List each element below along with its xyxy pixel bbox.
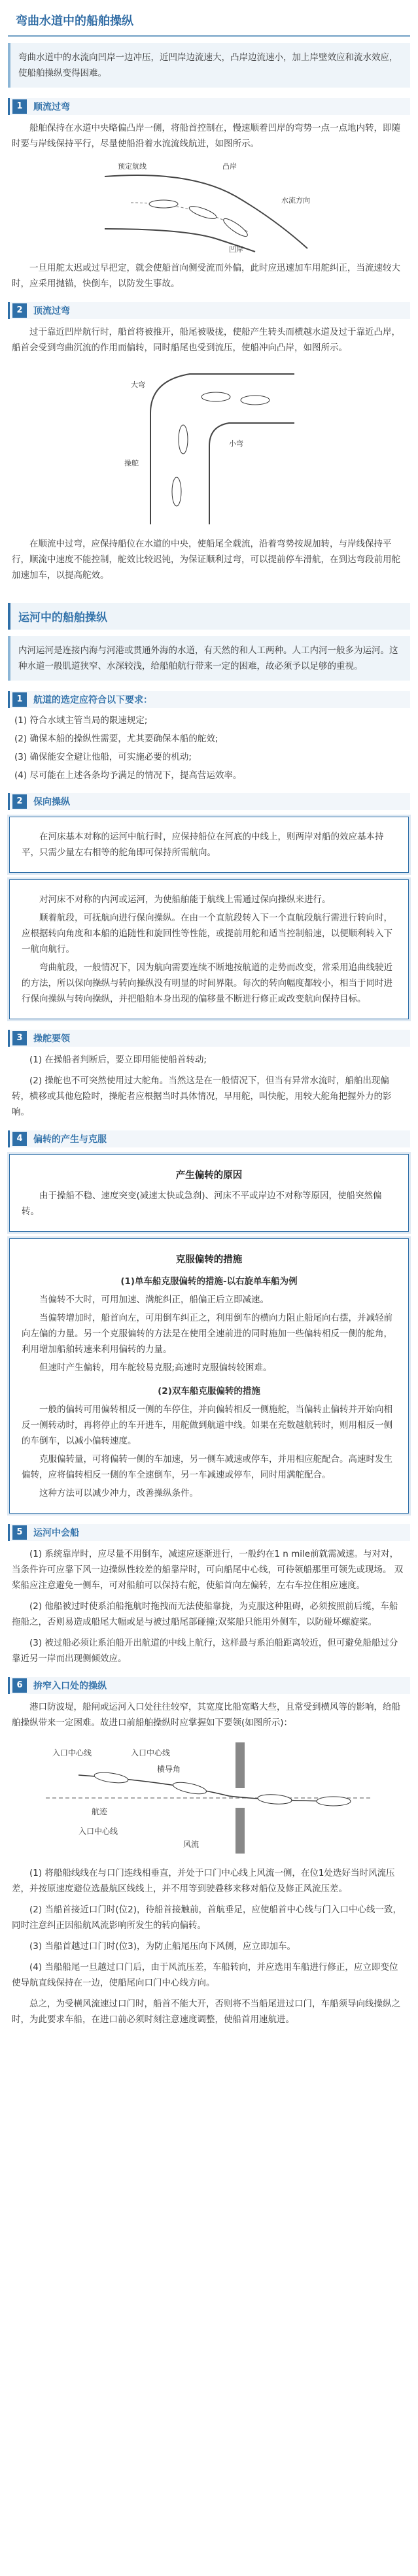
entrance-diagram (39, 1736, 379, 1860)
section-header (8, 1677, 410, 1694)
rudder-para-1: (1) 在操船者判断后，要立即用能使船首转动; (29, 1055, 207, 1065)
fig2-label-big-bend: 大弯 (130, 381, 145, 389)
narrow-para: 港口防波堤，船闸或运河入口处往往较窄，其宽度比船宽略大些，且常受到横风等的影响，给船舶操纵带来一定困难。故进口前船舶操纵时应掌握如下要领(如图所示)： (12, 1702, 400, 1728)
narrow-para-1: (1) 将船船线线在与口门连线相垂直，并处于口门中心线上风流一侧，在位1处选好当时风流压差，并按原速度避位选最航区线线上，并不用等到驶叠移来移对船位及修正风流压差。 (12, 1868, 395, 1894)
title-bar (8, 0, 410, 37)
ship-pos-1 (94, 1771, 128, 1784)
box-yaw-measures (9, 1238, 409, 1514)
fig4-label-wind: 风流 (183, 1840, 199, 1849)
paragraph-downstream: 船舶保持在水道中央略偏凸岸一侧，将船首控制在，慢速顺着凹岸的弯势一点一点地内转，即随时要与岸线保持平行，尽量使船沿着水流流线航进，如图所示。 (12, 123, 400, 149)
section-number: 4 (12, 1132, 27, 1146)
section-number: 3 (12, 1031, 27, 1045)
figure-upstream (0, 361, 418, 531)
meet-para-1: (1) 系统靠岸时，应尽量不用倒车，减速应逐渐进行，一般约在1 n mile前就需减速。与对对，当条件许可应靠下风一边操纵性较差的船靠岸时，可向船尾中心线，可待领船那里可领先或现场。 双桨船应注意避免一侧车，可对船舶可以保持右舵，使船首向左偏转，左右车拉住相应速度。 (12, 1549, 404, 1591)
pier-lower (235, 1808, 245, 1854)
section-header (8, 691, 410, 708)
ship-pos-2 (172, 1780, 207, 1797)
fig2-label-steering: 操舵 (124, 459, 139, 467)
ship-a (172, 477, 181, 506)
canal-title: 运河中的船舶操纵 (18, 611, 107, 624)
paragraph-upstream: 过于靠近凹岸航行时，船首将被推开，船尾被吸拢，使船产生转头而横越水道及过于靠近凸岸，船首会受到弯曲沉流的作用而偏转，同时船尾也受到流压，使船冲向凸岸，如图所示。 (12, 327, 400, 353)
section-header (8, 98, 410, 115)
meet-para-3: (3) 被过船必须让系泊船开出航道的中线上航行，这样最与系泊船距离较近，但可避免船船过分靠近另一岸而出现侧倾效应。 (12, 1638, 398, 1664)
box4-title: 克服偏转的措施 (175, 1255, 243, 1265)
narrow-para-4: (4) 当船船尾一旦越过口门后，由于风流压差，车船转向，并应选用车船进行修正，应立即变位使导航直线保持在一边，使船尾向口门中心线方向。 (12, 1962, 398, 1988)
intro-text: 弯曲水道中的水流向凹岸一边冲压，近凹岸边流速大，凸岸边流速小，加上岸壁效应和流水效应，使船舶操纵变得困难。 (18, 52, 398, 78)
box2a-text: 对河床不对称的内河或运河，为使船舶能于航线上需通过保向操纵来进行。 (39, 894, 331, 905)
box3-title: 产生偏转的原因 (175, 1170, 243, 1181)
box4-p4: 一般的偏转可用偏转相反一侧的车停住，并向偏转相反一侧施舵，当偏转止偏转并开始向相反一侧转动时，再将停止的车开进车，用舵做到航道中线。如果在充数越航转时，则用相反一侧的车倒车，以减小偏转速度。 (22, 1404, 392, 1446)
canal-intro-box (8, 636, 410, 681)
fig4-label-angle: 横导角 (156, 1765, 181, 1774)
section-title: 顺流过弯 (33, 102, 70, 112)
figure-downstream (0, 157, 418, 255)
canal-banner (8, 603, 410, 630)
box3-text: 由于操船不稳、速度突变(减速太快或急刹)、河床不平或岸边不对称等原因，使船突然偏转。 (22, 1191, 382, 1217)
section-title: 航道的选定应符合以下要求： (33, 695, 152, 705)
upstream-diagram (111, 361, 307, 531)
section-number: 1 (12, 99, 27, 114)
fig2-label-small-bend: 小弯 (228, 439, 243, 448)
page-title: 弯曲水道中的船舶操纵 (16, 14, 133, 28)
list-item: (1) 符合水域主管当局的限速规定; (14, 715, 148, 726)
ship-1 (149, 200, 178, 208)
box-course-keeping (9, 817, 409, 873)
paragraph-downstream-2: 一旦用舵太迟或过早把定，就会使船首向侧受流而外偏，此时应迅速加车用舵纠正，当流速较大时，应采用抛锚，快倒车，以防发生事故。 (12, 263, 400, 289)
box-asymmetric (9, 879, 409, 1019)
downstream-diagram (92, 157, 327, 255)
box1-text: 在河床基本对称的运河中航行时，应保持船位在河底的中线上，则两岸对船的效应基本持平，只需少量左右相等的舵角即可保持所需航向。 (22, 832, 384, 858)
section-number: 1 (12, 692, 27, 707)
fig4-label-centerline: 入口中心线 (52, 1748, 92, 1757)
fig4-label-track: 航迹 (91, 1807, 107, 1816)
fig4-label-centerline-2: 入口中心线 (130, 1748, 170, 1757)
bank-inner (209, 423, 294, 524)
meet-para-2: (2) 他船被过时使系泊船拖航时拖拽而无法使船靠拢，为克服这种阻碍，必须按照前后缆，车船拖船之，否则易造成船尾大幅或是与被过船尾部碰撞;双桨船只能用外侧车，以防碰坏螺旋桨。 (12, 1601, 398, 1627)
ship-d (241, 396, 270, 405)
ship-2 (188, 204, 217, 221)
section-header (8, 1524, 410, 1541)
narrow-para-2: (2) 当船首接近口门时(位2)，待船首接触前，首航垂足，应使船首中心线与门入口中心线一致，同时注意纠正因船航风流影响所发生的转向偏转。 (12, 1905, 402, 1931)
fig1-label-route: 预定航线 (117, 162, 147, 171)
ship-c (201, 392, 230, 401)
section-number: 2 (12, 794, 27, 809)
fig4-label-centerline-3: 入口中心线 (78, 1827, 118, 1836)
box4-p5: 克服偏转量，可将偏转一侧的车加速，另一侧车减速或停车，并用相应舵配合。高速时发生偏转，应将偏转相反一侧的车全速倒车，另一车减速或停车，同时用满舵配合。 (22, 1454, 392, 1480)
box4-p1: 当偏转不大时，可用加速、满舵纠正，船偏正后立即减速。 (39, 1295, 269, 1305)
box2c-text: 弯曲航段，一般情况下，因为航向需要连续不断地按航道的走势而改变，常采用追曲线驶近的方法，所以保向操纵与转向操纵没有明显的时间界限。每次的转向幅度都较小，相当于同时进行保向操纵与转向操纵，并把船舶本身出现的偏移量不断进行修正或改变航向保持目标。 (22, 962, 392, 1004)
section-header (8, 793, 410, 810)
box4-p6: 这种方法可以减少冲力，改善操纵条件。 (39, 1488, 198, 1499)
box4-sub1: (1)单车船克服偏转的措施-以右旋单车船为例 (120, 1276, 298, 1287)
ship-pos-3 (257, 1793, 292, 1805)
section-title: 操舵要领 (33, 1034, 70, 1044)
section-number: 2 (12, 303, 27, 318)
fig1-label-flow: 水流方向 (281, 196, 310, 205)
rudder-para-2: (2) 操舵也不可突然使用过大舵角。当然这是在一般情况下，但当有异常水流时，船舶出现偏转，横移或其他危险时，操舵者应根据当时具体情况，早用舵，叫快舵，用较大舵角把握外力的影响。 (12, 1076, 392, 1117)
list-item: (4) 尽可能在上述各条均予满足的情况下，提高营运效率。 (14, 770, 242, 781)
section-number: 6 (12, 1678, 27, 1693)
list-item: (2) 确保本船的操纵性需要，尤其要确保本船的舵效; (14, 734, 218, 744)
fig1-label-concave: 凹岸 (228, 245, 243, 254)
section-title: 偏转的产生与克服 (33, 1134, 107, 1145)
box-yaw-cause (9, 1154, 409, 1232)
ship-pos-4 (317, 1797, 351, 1806)
section-number: 5 (12, 1525, 27, 1540)
intro-box (8, 43, 410, 88)
narrow-para-3: (3) 当船首越过口门时(位3)，为防止船尾压向下风侧，应立即加车。 (29, 1941, 296, 1952)
canal-intro-text: 内河运河是连接内海与河港或贯通外海的水道，有天然的和人工两种。人工内河一般多为运河。这种水道一般肌道狭窄、水深较浅，给船舶航行带来一定的困难，故必须予以足够的重视。 (18, 645, 398, 671)
figure-narrow-entrance (0, 1736, 418, 1860)
ship-b (179, 425, 188, 454)
section-header (8, 302, 410, 319)
box4-p2: 当偏转增加时，船首向左，可用倒车纠正之，利用倒车的横向力阻止船尾向右摆，并减轻前向左偏的力量。另一个克服偏转的方法是在使用全速前进的同时施加一些偏转相反一侧的舵角，利用增加船舶转速来利用偏转的力量。 (22, 1313, 392, 1355)
section-title: 运河中会船 (33, 1528, 79, 1538)
box2b-text: 顺着航段，可抚航向进行保向操纵。在由一个直航段转入下一个直航段航行需进行转向时，应根据转向角度和本船的追随性和旋回性等性能，或提前用舵和适当控制船速，以便顺利转入下一航向航行。 (22, 913, 392, 955)
section-title: 保向操纵 (33, 797, 70, 807)
section-header (8, 1130, 410, 1147)
pier-upper (235, 1742, 245, 1788)
box4-sub2: (2)双车船克服偏转的措施 (158, 1386, 260, 1397)
section-header (8, 1030, 410, 1047)
closing-para: 总之，为受横风流速过口门时，船首不能大开，否则将不当船尾进过口门，车船须导向线操纵之时，为此要求车船，在进口前必须时刻注意速度调整，使船首用速航进。 (12, 1999, 400, 2025)
box4-p3: 但速时产生偏转，用车舵较易克服;高速时克服偏转较困难。 (39, 1363, 272, 1373)
paragraph-upstream-2: 在顺流中过弯，应保持船位在水道的中央，使船尾全载流，沿着弯势按规加转，与岸线保持平行，顺流中速度不能控制，舵效比较迟钝，为保证顺利过弯，可以提前停车滑航，在到达弯段前用舵加速加车，以提高舵效。 (12, 539, 400, 581)
section-title: 顶流过弯 (33, 306, 70, 316)
list-item: (3) 确保能安全避让他船，可实施必要的机动; (14, 752, 192, 762)
ship-3 (221, 216, 249, 239)
section-title: 拚窄入口处的操纵 (33, 1681, 107, 1691)
fig1-label-convex: 凸岸 (222, 162, 237, 171)
